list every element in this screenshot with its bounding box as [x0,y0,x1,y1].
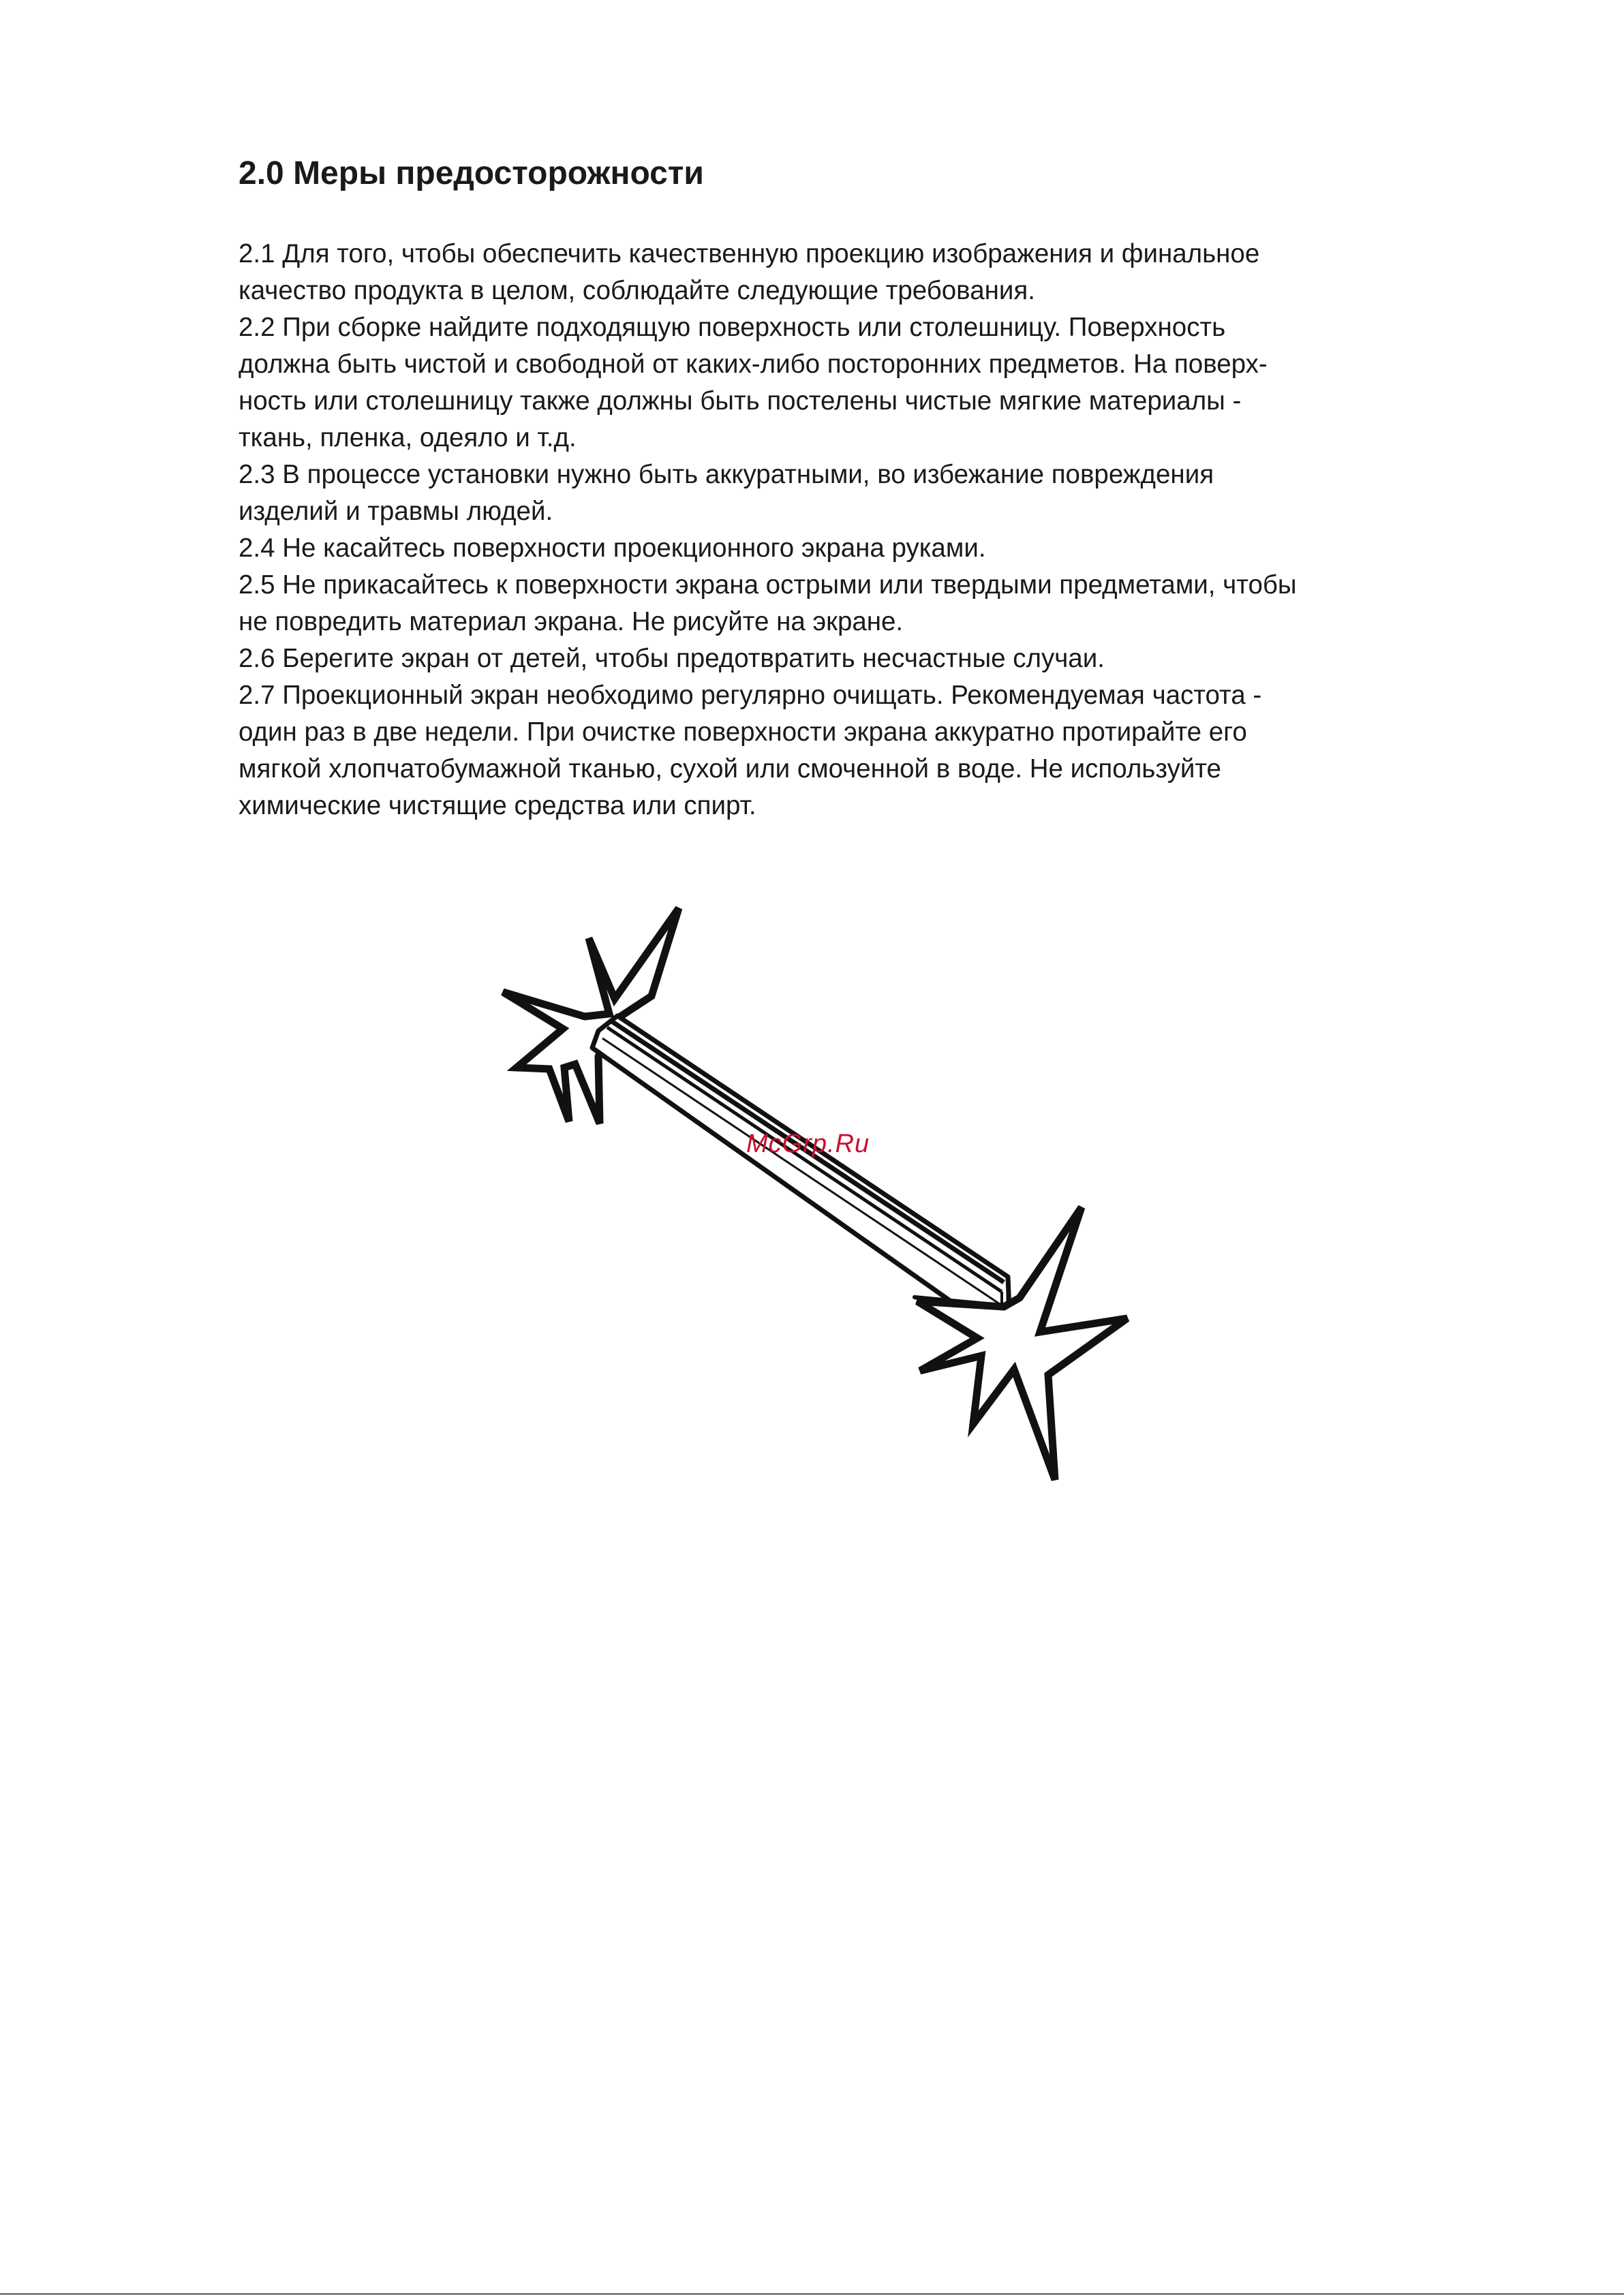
text-line: 2.4 Не касайтесь поверхности проекционного экрана руками. [239,533,986,563]
text-line: ность или столешницу также должны быть постелены чистые мягкие материалы - [239,386,1242,416]
text-line: 2.2 При сборке найдите подходящую поверхность или столешницу. Поверхность [239,313,1226,342]
watermark: McGrp.Ru [746,1130,870,1158]
text-line: 2.1 Для того, чтобы обеспечить качественную проекцию изображения и финальное [239,239,1260,268]
screen-bar-icon [592,1016,1010,1335]
text-line: не повредить материал экрана. Не рисуйте на экране. [239,607,904,636]
text-line: один раз в две недели. При очистке поверхности экрана аккуратно протирайте его [239,717,1247,747]
screen-bar-impact-illustration [491,899,1145,1485]
text-line: мягкой хлопчатобумажной тканью, сухой или смоченной в воде. Не используйте [239,754,1221,784]
text-line: качество продукта в целом, соблюдайте следующие требования. [239,276,1035,305]
text-line: 2.3 В процессе установки нужно быть аккуратными, во избежание повреждения [239,460,1214,489]
text-line: 2.7 Проекционный экран необходимо регулярно очищать. Рекомендуемая частота - [239,681,1262,710]
page-bottom-divider [0,2293,1624,2295]
text-line: 2.6 Берегите экран от детей, чтобы предотвратить несчастные случаи. [239,644,1105,673]
text-line: должна быть чистой и свободной от каких-либо посторонних предметов. На поверх- [239,350,1268,379]
text-line: химические чистящие средства или спирт. [239,791,756,820]
text-line: 2.5 Не прикасайтесь к поверхности экрана острыми или твердыми предметами, чтобы [239,570,1297,600]
precautions-text [239,236,1383,824]
section-heading: 2.0 Меры предосторожности [239,155,704,191]
text-line: ткань, пленка, одеяло и т.д. [239,423,577,452]
text-line: изделий и травмы людей. [239,497,553,526]
